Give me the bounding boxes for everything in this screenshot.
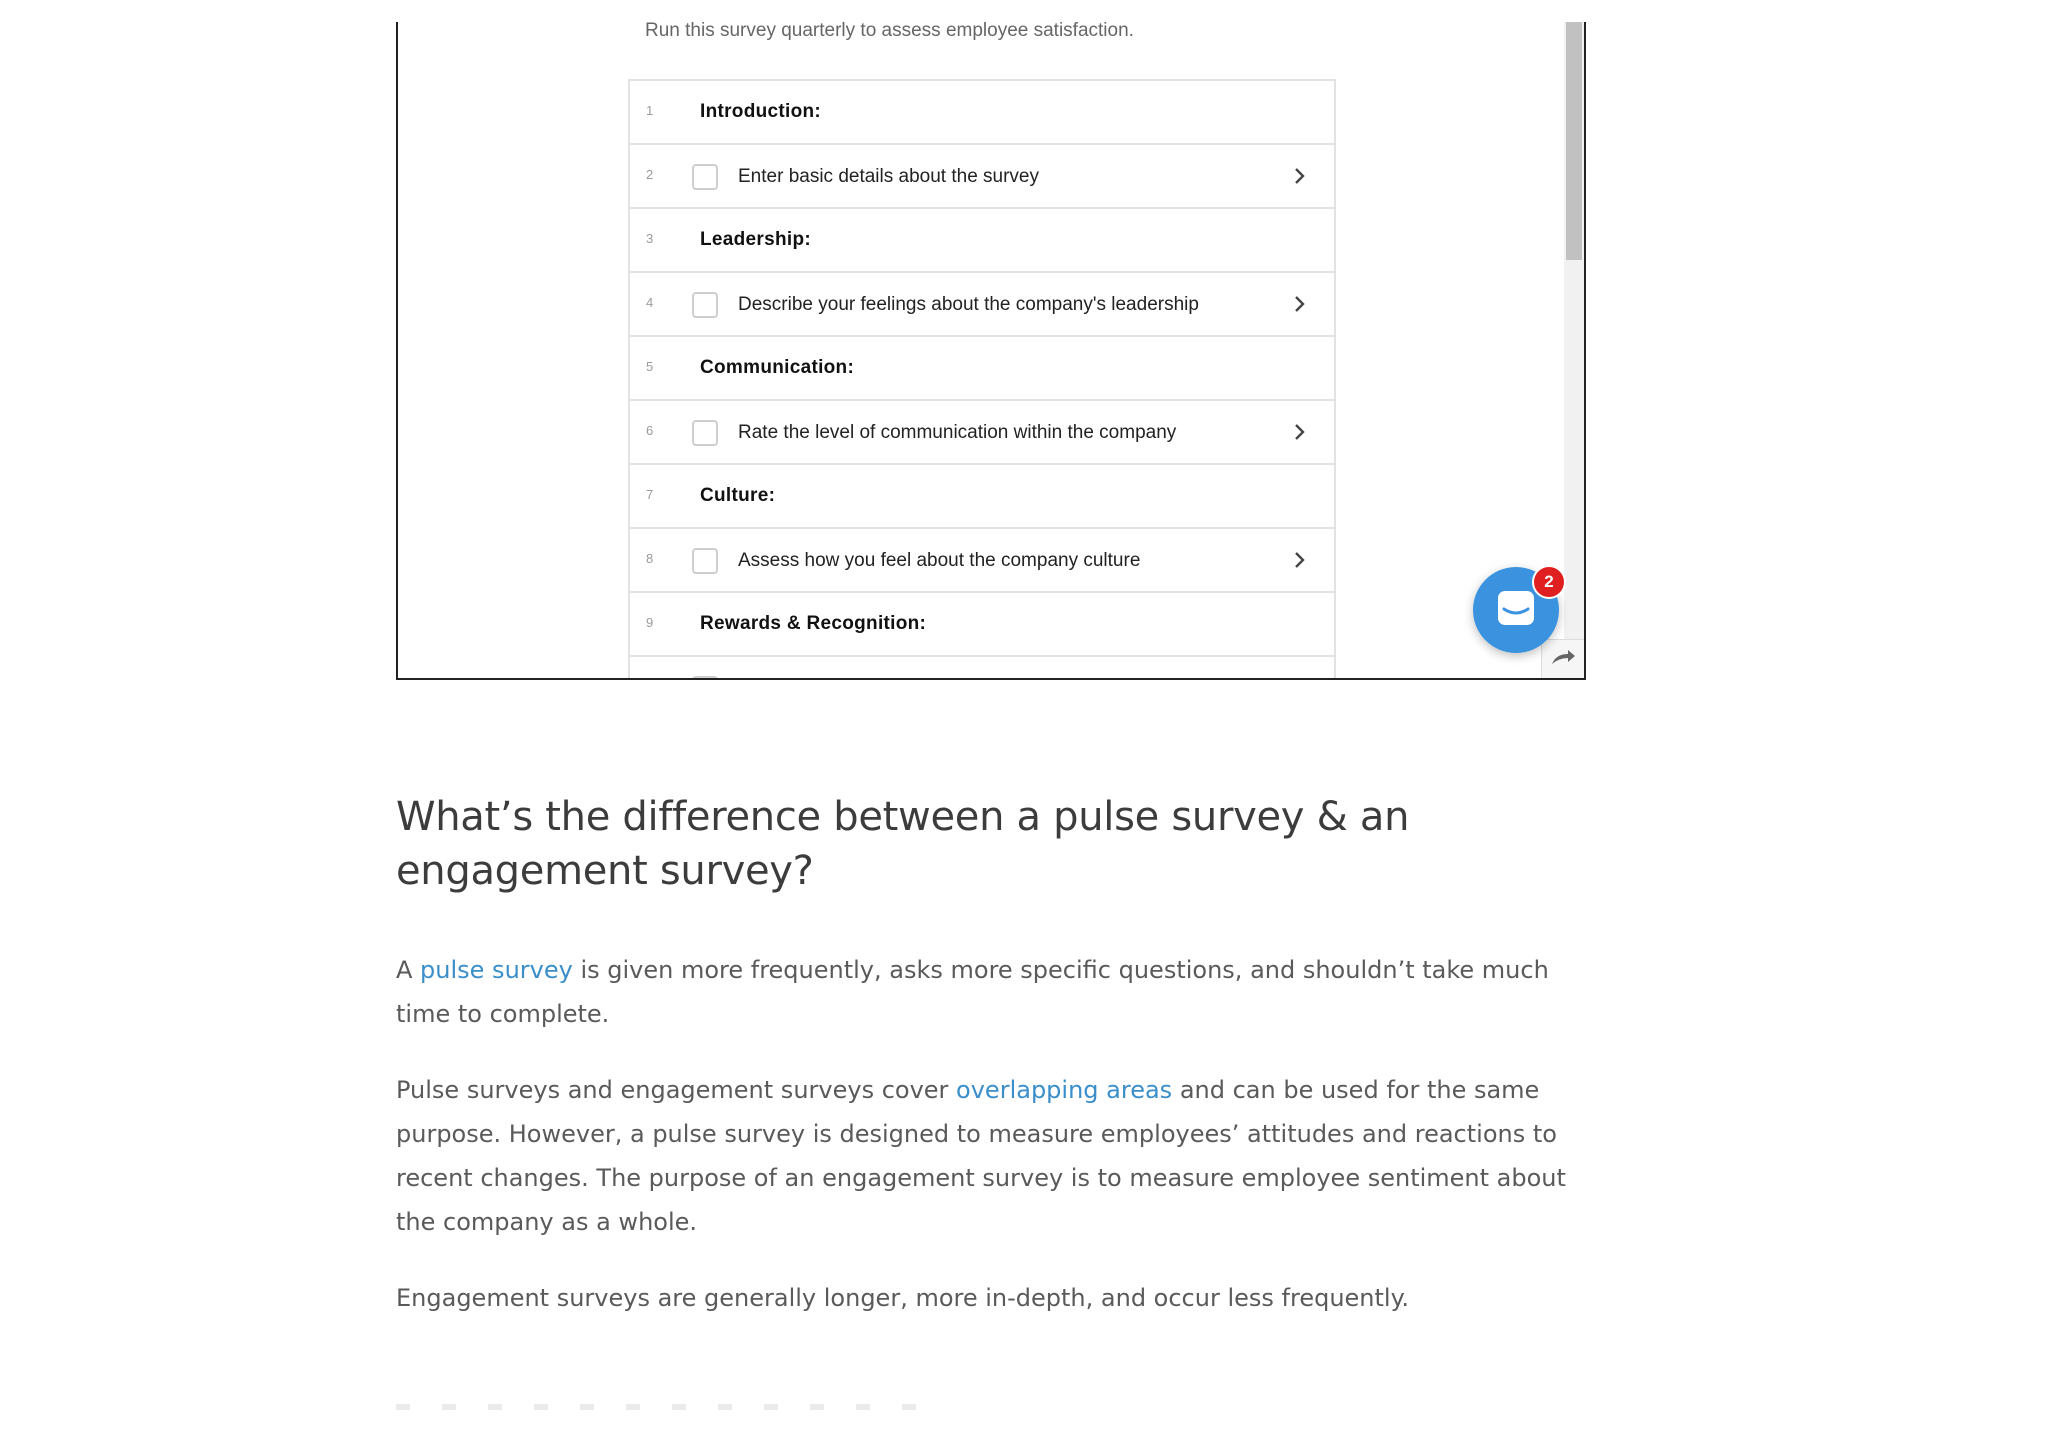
section-header: Communication:	[700, 357, 855, 378]
task-label: Assess how you feel about the company culture	[738, 550, 1141, 571]
section-heading: What’s the difference between a pulse survey & an engagement survey?	[396, 794, 1410, 894]
row-number: 9	[646, 615, 654, 630]
chevron-right-icon[interactable]	[1288, 421, 1310, 443]
pulse-survey-link[interactable]: pulse survey	[420, 956, 573, 984]
next-heading-cutoff	[396, 1404, 916, 1410]
chevron-right-icon[interactable]	[1288, 293, 1310, 315]
embed-scrollbar[interactable]	[1564, 22, 1584, 678]
row-number: 4	[646, 295, 654, 310]
task-checkbox[interactable]	[692, 676, 718, 680]
paragraph	[396, 948, 1596, 1036]
task-checkbox[interactable]	[692, 548, 718, 574]
section-header: Introduction:	[700, 101, 822, 122]
text-run: is given more frequently, asks more specific questions, and shouldn’t take much time to complete.	[396, 956, 1549, 1028]
section-header: Rewards & Recognition:	[700, 613, 927, 634]
list-item	[630, 593, 1334, 657]
scrollbar-thumb[interactable]	[1566, 22, 1582, 260]
list-item[interactable]	[630, 273, 1334, 337]
row-number: 1	[646, 103, 654, 118]
row-number: 7	[646, 487, 654, 502]
template-description: Run this survey quarterly to assess employee satisfaction.	[645, 22, 1134, 41]
section-header: Leadership:	[700, 229, 811, 250]
task-label: Enter basic details about the survey	[738, 166, 1040, 187]
chevron-right-icon[interactable]	[1288, 549, 1310, 571]
article-body	[396, 790, 1596, 1312]
task-checkbox[interactable]	[692, 164, 718, 190]
list-item[interactable]	[630, 145, 1334, 209]
task-checkbox[interactable]	[692, 420, 718, 446]
list-item[interactable]	[630, 657, 1334, 680]
text-run: Pulse surveys and engagement surveys cover	[396, 1076, 957, 1104]
section-header: Culture:	[700, 485, 776, 506]
row-number: 3	[646, 231, 654, 246]
list-item	[630, 337, 1334, 401]
row-number: 6	[646, 423, 654, 438]
task-label: Rate the level of communication within the company	[738, 422, 1177, 443]
row-number: 5	[646, 359, 654, 374]
list-item[interactable]	[630, 401, 1334, 465]
chevron-right-icon[interactable]	[1288, 165, 1310, 187]
text-run: A	[396, 956, 421, 984]
text-run: and can be used for the same purpose. However, a pulse survey is designed to measure employees’ attitudes and reactions to recent changes. The purpose of an engagement survey is to measure employee sentiment about the company as a whole.	[396, 1076, 1566, 1236]
overlapping-areas-link[interactable]: overlapping areas	[956, 1076, 1173, 1104]
list-item[interactable]	[630, 529, 1334, 593]
paragraph	[396, 1068, 1596, 1244]
list-item	[630, 81, 1334, 145]
task-checkbox[interactable]	[692, 292, 718, 318]
template-task-list	[628, 79, 1336, 680]
survey-template-embed	[396, 22, 1586, 680]
task-label: Describe your feelings about the company's leadership	[738, 294, 1199, 315]
list-item	[630, 465, 1334, 529]
row-number: 2	[646, 167, 654, 182]
notification-badge: 2	[1532, 565, 1566, 599]
row-number: 8	[646, 551, 654, 566]
paragraph: Engagement surveys are generally longer, more in-depth, and occur less frequently.	[396, 1284, 1409, 1312]
list-item	[630, 209, 1334, 273]
